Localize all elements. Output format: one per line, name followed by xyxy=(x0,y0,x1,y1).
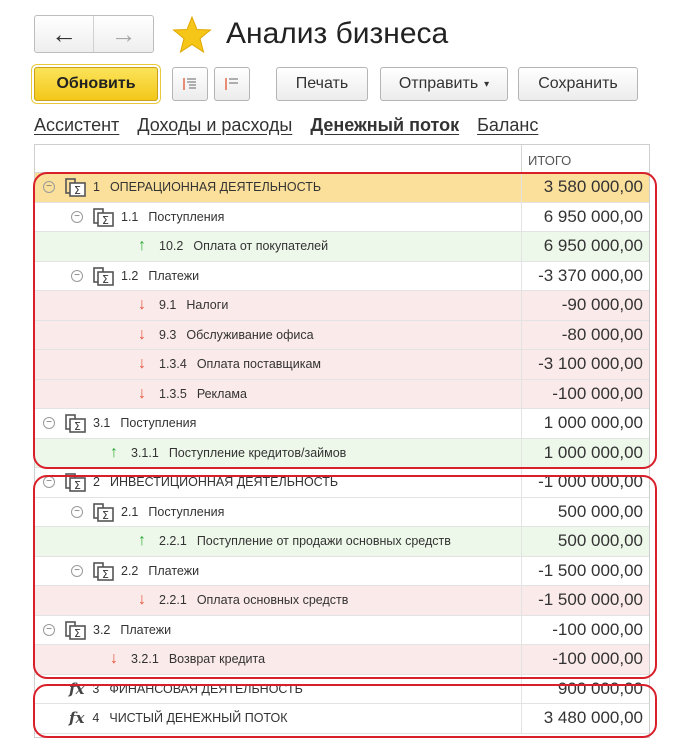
table-row[interactable] xyxy=(35,616,649,646)
group-sum-icon xyxy=(93,266,115,286)
arrow-up-icon: ↑ xyxy=(110,443,118,461)
chevron-down-icon: ▾ xyxy=(484,78,490,90)
collapse-toggle-icon[interactable]: − xyxy=(43,476,55,488)
table-row[interactable] xyxy=(35,262,649,292)
row-name-cell xyxy=(35,173,521,202)
row-code: 2 xyxy=(93,475,100,490)
row-label: ЧИСТЫЙ ДЕНЕЖНЫЙ ПОТОК xyxy=(109,711,288,726)
row-total-value: -100 000,00 xyxy=(521,380,649,409)
row-name-cell xyxy=(35,350,521,379)
row-label: Оплата основных средств xyxy=(196,593,349,608)
star-favorite-icon[interactable] xyxy=(172,15,212,55)
collapse-toggle-icon[interactable]: − xyxy=(71,270,83,282)
table-header xyxy=(35,145,649,173)
row-name-cell xyxy=(35,439,521,468)
table-row[interactable] xyxy=(35,173,649,203)
row-label: Платежи xyxy=(148,563,200,578)
row-label: Оплата от покупателей xyxy=(193,239,329,254)
arrow-down-icon: ↓ xyxy=(138,591,146,609)
row-label: Поступление от продажи основных средств xyxy=(196,534,451,549)
table-row[interactable] xyxy=(35,232,649,262)
row-total-value: -100 000,00 xyxy=(521,645,649,674)
row-name-cell xyxy=(35,675,521,704)
row-name-cell xyxy=(35,321,521,350)
send-dropdown-button[interactable] xyxy=(380,67,508,101)
group-sum-icon xyxy=(65,413,87,433)
refresh-button[interactable]: Обновить xyxy=(34,67,158,101)
arrow-down-icon: ↓ xyxy=(138,355,146,373)
table-row[interactable] xyxy=(35,557,649,587)
row-label: Поступление кредитов/займов xyxy=(168,445,347,460)
table-row[interactable] xyxy=(35,409,649,439)
row-label: Реклама xyxy=(196,386,247,401)
tab-0[interactable]: Ассистент xyxy=(34,115,120,135)
tab-1[interactable]: Доходы и расходы xyxy=(137,115,293,135)
row-total-value: 500 000,00 xyxy=(521,498,649,527)
row-code: 3 xyxy=(92,681,100,696)
collapse-rows-icon xyxy=(224,76,240,92)
table-row[interactable] xyxy=(35,439,649,469)
row-total-value: -90 000,00 xyxy=(521,291,649,320)
row-label: Оплата поставщикам xyxy=(196,357,321,372)
row-name-cell xyxy=(35,704,521,733)
report-tabs xyxy=(34,115,538,136)
table-row[interactable] xyxy=(35,291,649,321)
row-label: Платежи xyxy=(148,268,200,283)
row-code: 1.3.5 xyxy=(159,386,187,401)
row-name-cell xyxy=(35,203,521,232)
group-sum-icon xyxy=(93,502,115,522)
row-total-value: 500 000,00 xyxy=(521,527,649,556)
collapse-toggle-icon[interactable]: − xyxy=(43,624,55,636)
row-total-value: 3 580 000,00 xyxy=(521,173,649,202)
tab-3[interactable]: Баланс xyxy=(477,115,539,135)
row-name-cell xyxy=(35,232,521,261)
row-name-cell xyxy=(35,409,521,438)
table-row[interactable] xyxy=(35,203,649,233)
row-name-cell xyxy=(35,616,521,645)
column-header-total: ИТОГО xyxy=(521,145,649,172)
row-label: Поступления xyxy=(148,504,225,519)
row-total-value: -3 370 000,00 xyxy=(521,262,649,291)
group-sum-icon xyxy=(65,472,87,492)
row-total-value: -1 000 000,00 xyxy=(521,468,649,497)
row-name-cell xyxy=(35,262,521,291)
row-code: 10.2 xyxy=(159,239,184,254)
row-label: ФИНАНСОВАЯ ДЕЯТЕЛЬНОСТЬ xyxy=(109,681,303,696)
send-button-label: Отправить xyxy=(398,75,479,92)
table-row[interactable] xyxy=(35,675,649,705)
row-label: ОПЕРАЦИОННАЯ ДЕЯТЕЛЬНОСТЬ xyxy=(109,180,322,195)
arrow-up-icon: ↑ xyxy=(138,237,146,255)
row-name-cell xyxy=(35,498,521,527)
expand-rows-icon xyxy=(182,76,198,92)
expand-rows-button[interactable] xyxy=(172,67,208,101)
collapse-rows-button[interactable] xyxy=(214,67,250,101)
row-code: 1.1 xyxy=(121,209,139,224)
row-total-value: -100 000,00 xyxy=(521,616,649,645)
back-arrow-icon[interactable]: ← xyxy=(35,16,94,52)
formula-fx-icon: fx xyxy=(69,679,85,698)
row-name-cell xyxy=(35,380,521,409)
collapse-toggle-icon[interactable]: − xyxy=(43,417,55,429)
row-name-cell xyxy=(35,468,521,497)
svg-text:Σ: Σ xyxy=(74,420,81,434)
row-code: 2.2.1 xyxy=(159,534,187,549)
row-label: Обслуживание офиса xyxy=(186,327,314,342)
collapse-toggle-icon[interactable]: − xyxy=(43,181,55,193)
arrow-down-icon: ↓ xyxy=(138,384,146,402)
table-row[interactable] xyxy=(35,645,649,675)
table-row[interactable] xyxy=(35,350,649,380)
save-button[interactable]: Сохранить xyxy=(518,67,638,101)
page-title: Анализ бизнеса xyxy=(226,17,449,50)
print-button[interactable]: Печать xyxy=(276,67,368,101)
history-nav xyxy=(34,15,154,53)
group-sum-icon xyxy=(65,620,87,640)
row-label: ИНВЕСТИЦИОННАЯ ДЕЯТЕЛЬНОСТЬ xyxy=(109,475,339,490)
row-code: 3.1 xyxy=(93,416,111,431)
row-code: 2.1 xyxy=(121,504,139,519)
svg-text:Σ: Σ xyxy=(102,213,109,227)
formula-fx-icon: fx xyxy=(69,709,85,728)
row-total-value: 1 000 000,00 xyxy=(521,409,649,438)
row-code: 9.1 xyxy=(159,298,177,313)
row-name-cell xyxy=(35,586,521,615)
table-row[interactable] xyxy=(35,468,649,498)
table-body xyxy=(35,173,649,734)
row-code: 2.2.1 xyxy=(159,593,187,608)
svg-text:Σ: Σ xyxy=(74,626,81,640)
row-total-value: 1 000 000,00 xyxy=(521,439,649,468)
row-total-value: -1 500 000,00 xyxy=(521,586,649,615)
group-sum-icon xyxy=(93,561,115,581)
row-label: Возврат кредита xyxy=(168,652,266,667)
row-code: 3.1.1 xyxy=(131,445,159,460)
row-code: 9.3 xyxy=(159,327,177,342)
row-code: 1.2 xyxy=(121,268,139,283)
svg-text:Σ: Σ xyxy=(74,479,81,493)
table-row[interactable] xyxy=(35,704,649,734)
arrow-down-icon: ↓ xyxy=(138,325,146,343)
svg-text:Σ: Σ xyxy=(74,184,81,198)
row-name-cell xyxy=(35,645,521,674)
row-total-value: 900 000,00 xyxy=(521,675,649,704)
row-code: 1 xyxy=(93,180,100,195)
svg-text:Σ: Σ xyxy=(102,508,109,522)
row-total-value: -1 500 000,00 xyxy=(521,557,649,586)
arrow-down-icon: ↓ xyxy=(138,296,146,314)
row-total-value: 3 480 000,00 xyxy=(521,704,649,733)
collapse-toggle-icon[interactable]: − xyxy=(71,211,83,223)
row-name-cell xyxy=(35,557,521,586)
row-code: 2.2 xyxy=(121,563,139,578)
group-sum-icon xyxy=(93,207,115,227)
forward-arrow-icon[interactable]: → xyxy=(110,19,137,49)
table-row[interactable] xyxy=(35,586,649,616)
row-label: Поступления xyxy=(120,416,197,431)
group-sum-icon xyxy=(65,177,87,197)
row-code: 3.2.1 xyxy=(131,652,159,667)
table-row[interactable] xyxy=(35,527,649,557)
cashflow-table xyxy=(34,144,650,738)
collapse-toggle-icon[interactable]: − xyxy=(71,565,83,577)
arrow-down-icon: ↓ xyxy=(110,650,118,668)
row-label: Платежи xyxy=(120,622,172,637)
row-label: Налоги xyxy=(186,298,229,313)
row-total-value: 6 950 000,00 xyxy=(521,203,649,232)
row-total-value: -3 100 000,00 xyxy=(521,350,649,379)
table-row[interactable] xyxy=(35,498,649,528)
row-code: 4 xyxy=(92,711,100,726)
row-code: 1.3.4 xyxy=(159,357,187,372)
row-code: 3.2 xyxy=(93,622,111,637)
table-row[interactable] xyxy=(35,380,649,410)
row-name-cell xyxy=(35,291,521,320)
collapse-toggle-icon[interactable]: − xyxy=(71,506,83,518)
row-name-cell xyxy=(35,527,521,556)
svg-text:Σ: Σ xyxy=(102,272,109,286)
row-total-value: 6 950 000,00 xyxy=(521,232,649,261)
tab-2[interactable]: Денежный поток xyxy=(310,115,460,135)
arrow-up-icon: ↑ xyxy=(138,532,146,550)
row-label: Поступления xyxy=(148,209,225,224)
svg-text:Σ: Σ xyxy=(102,567,109,581)
row-total-value: -80 000,00 xyxy=(521,321,649,350)
table-row[interactable] xyxy=(35,321,649,351)
